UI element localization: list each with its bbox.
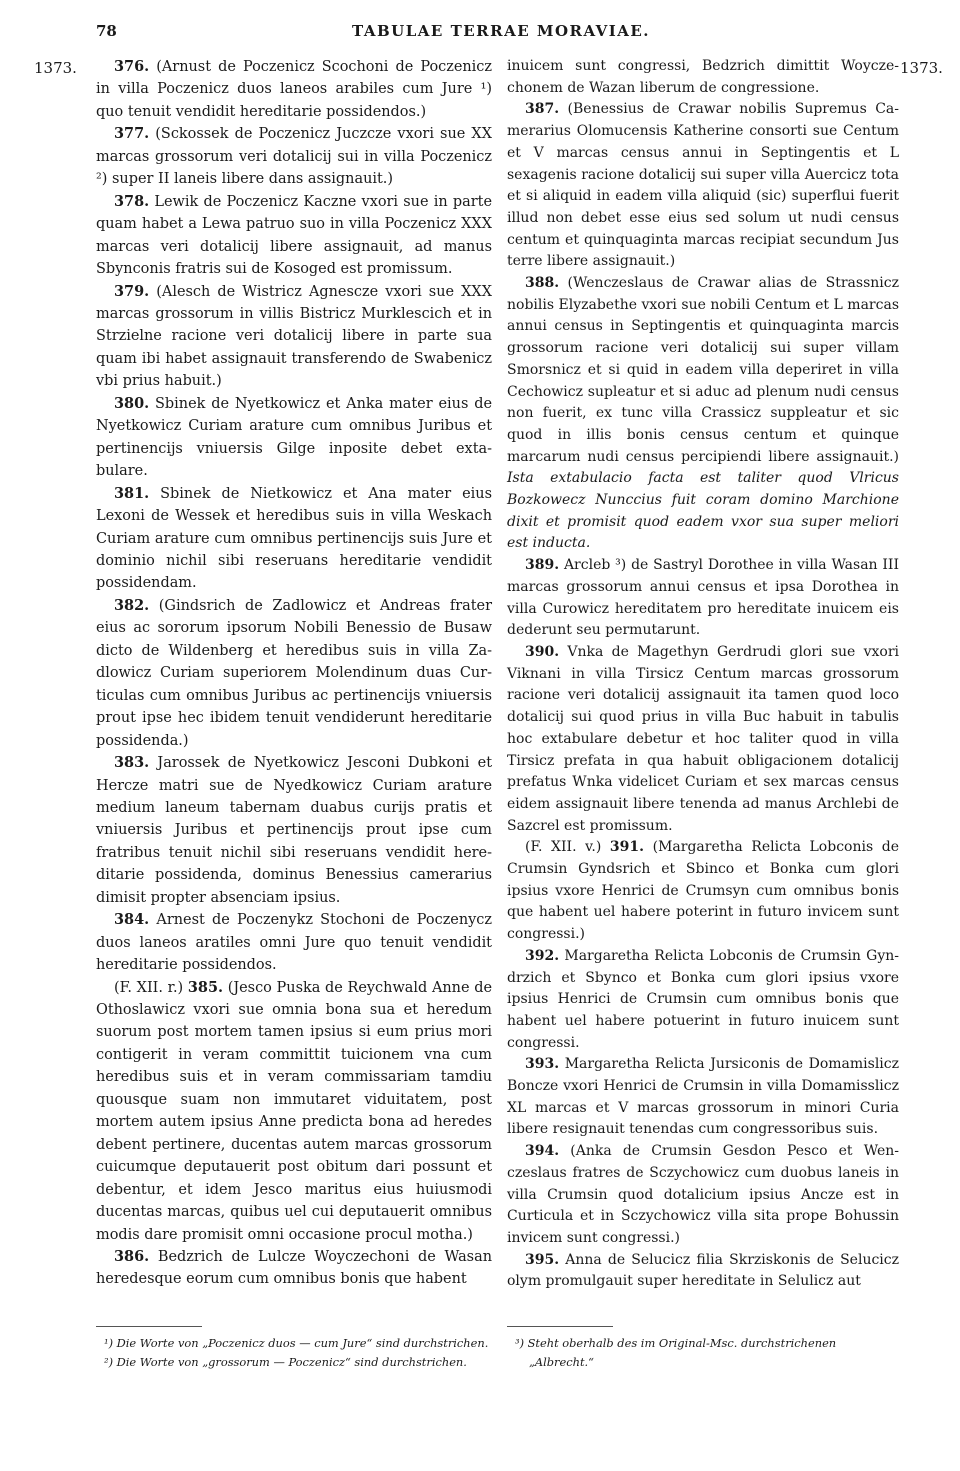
entry-text: (Alesch de Wistricz Agnescze vxori sue XXX marcas grossorum in villis Bistricz Murklescich et in Strzielne racione veri dotalicij libere in parte sua quam ibi habet assignauit transferendo de Swabenicz vbi prius habuit.) <box>96 283 492 390</box>
entry-paragraph <box>96 123 492 190</box>
entry-number: 394. <box>525 1143 560 1160</box>
entry-paragraph <box>507 1141 899 1250</box>
entry-number: 390. <box>525 643 560 660</box>
entry-number: 376. <box>114 58 150 75</box>
footnote: ¹) Die Worte von „Poczenicz duos — cum Jure“ sind durchstrichen. <box>104 1336 489 1350</box>
entry-text: Sbinek de Nietkowicz et Ana mater eius Lexoni de Wessek et heredibus suis in villa Weskach Curiam arature cum omnibus pertinencijs suis Jure et dominio nichil sibi reseruans hereditarie vendidit possidendam. <box>96 485 492 592</box>
entry-paragraph <box>507 946 899 1055</box>
entry-text: Anna de Selucicz filia Skrziskonis de Selucicz olym promulgauit super hereditate in Selulicz aut <box>507 1251 899 1290</box>
running-title: TABULAE TERRAE MORAVIAE. <box>351 22 651 40</box>
margin-year-left: 1373. <box>34 59 77 77</box>
entry-number: 393. <box>525 1056 560 1073</box>
entry-number: 382. <box>114 596 150 614</box>
entry-paragraph <box>96 909 492 976</box>
entry-paragraph <box>507 1054 899 1141</box>
footnotes-left <box>104 1334 496 1372</box>
entry-paragraph <box>96 1246 492 1291</box>
entry-number: 381. <box>114 484 150 502</box>
folio-marker: (F. XII. v.) <box>525 839 610 856</box>
footnote-rule-right <box>507 1326 613 1327</box>
entry-number: 389. <box>525 557 560 574</box>
entry-paragraph <box>96 56 492 123</box>
entry-paragraph <box>507 555 899 642</box>
footnote-rule-left <box>96 1326 202 1327</box>
page-number: 78 <box>96 22 117 40</box>
entry-paragraph <box>507 273 899 555</box>
entry-paragraph <box>96 281 492 393</box>
entry-paragraph <box>96 752 492 909</box>
entry-paragraph <box>96 595 492 752</box>
entry-number: 386. <box>114 1248 150 1266</box>
margin-year-right: 1373. <box>900 59 943 77</box>
entry-number: 384. <box>114 911 150 929</box>
entry-text: Sbinek de Nyetkowicz et Anka mater eius de Nyetkowicz Curiam arature cum omnibus Juribus et pertinencijs vniuersis Gilge inposite debet extabulare. <box>96 395 492 480</box>
footnote: ³) Steht oberhalb des im Original-Msc. durchstrichenen „Albrecht.“ <box>515 1336 837 1369</box>
folio-marker: (F. XII. r.) <box>114 979 188 996</box>
entry-paragraph <box>507 837 899 946</box>
entry-italic-note: Ista extabulacio facta est taliter quod Vlricus Bozkowecz Nunccius fuit coram domino Marchione dixit et promisit quod eadem vxor sua super meliori est inducta. <box>507 470 899 552</box>
entry-text: (Margaretha Relicta Lobconis de Crumsin Gyndsrich et Sbinco et Bonka cum glori ipsius vxore Henrici de Crumsyn cum omnibus bonis que habent uel habere poterint in futuro invicem sunt congressi.) <box>507 839 899 943</box>
entry-number: 387. <box>525 101 560 118</box>
entry-paragraph <box>96 483 492 595</box>
entry-paragraph <box>96 191 492 281</box>
entry-text: (Benessius de Crawar nobilis Supremus Camerarius Olomucensis Katherine consorti sue Centum et V marcas census annui in Septingentis et L sexagenis racione dotalicij sui super villa Auercicz tota et si aliquid in eadem villa aliquid (sic) superflui fuerit illud non debet esse eius sed solum ut nudi census centum et quinquaginta marcas recipiat secundum Jus terre libere assignauit.) <box>507 101 899 270</box>
entry-text: Margaretha Relicta Jursiconis de Domamislicz Boncze vxori Henrici de Crumsin in villa Domamisslicz XL marcas et V marcas grossorum in minori Curia libere resignauit tenendas cum congressoribus suis. <box>507 1056 899 1138</box>
footnote: ²) Die Worte von „grossorum — Poczenicz“ sind durchstrichen. <box>104 1355 467 1369</box>
entry-text: (Anka de Crumsin Gesdon Pesco et Wenczeslaus fratres de Sczychowicz cum duobus laneis in villa Crumsin quod dotalicium ipsius Ancze est in Curticula et in Sczychowicz villa sita prope Bohussin invicem sunt congressi.) <box>507 1143 899 1246</box>
footnotes-right <box>515 1334 903 1372</box>
entry-text: Lewik de Poczenicz Kaczne vxori sue in parte quam habet a Lewa patruo suo in villa Poczenicz XXX marcas veri dotalicij libere assignauit, ad manus Sbynconis fratris sui de Kosoged est promissum. <box>96 193 492 278</box>
entry-text: (Sckossek de Poczenicz Juczcze vxori sue XX marcas grossorum veri dotalicij sui in villa Poczenicz ²) super II laneis libere dans assignauit.) <box>96 126 492 188</box>
entry-paragraph <box>507 642 899 837</box>
entry-text: Arcleb ³) de Sastryl Dorothee in villa Wasan III marcas grossorum annui census et ipsa Dorothea in villa Curowicz hereditatem pro hereditate inuicem eis dederunt seu permutarunt. <box>507 557 899 639</box>
entry-number: 383. <box>114 754 150 772</box>
entry-number: 378. <box>114 192 150 210</box>
entry-number: 379. <box>114 282 150 300</box>
entry-text: Jarossek de Nyetkowicz Jesconi Dubkoni et Hercze matri sue de Nyedkowicz Curiam arature medium laneum tabernam duabus curijs pratis et vniuersis Juribus et pertinencijs prout ipse cum fratribus tenuit nichil sibi reseruans vendidit hereditarie possidenda, dominus Benessius camerarius dimisit propter absenciam ipsius. <box>96 755 492 906</box>
entry-number: 388. <box>525 275 560 292</box>
entry-number: 395. <box>525 1251 560 1268</box>
entry-text: Bedzrich de Lulcze Woyczechoni de Wasan heredesque eorum cum omnibus bonis que habent <box>96 1249 492 1288</box>
entry-paragraph <box>96 393 492 483</box>
entry-text: (Arnust de Poczenicz Scochoni de Poczenicz in villa Poczenicz duos laneos arabiles cum Jure ¹) quo tenuit vendidit hereditarie possidendos.) <box>96 59 492 120</box>
entry-paragraph <box>507 99 899 273</box>
entry-number: 380. <box>114 394 150 412</box>
entry-text: Margaretha Relicta Lobconis de Crumsin Gyndrzich et Sbynco et Bonka cum glori ipsius vxore ipsius Henrici de Crumsin cum omnibus bonis que habent uel habere potuerint in futuro inuicem sunt congressi. <box>507 947 899 1051</box>
entry-text: (Wenczeslaus de Crawar alias de Strassnicz nobilis Elyzabethe vxori sue nobili Centum et L marcas annui census in Septingentis et quinquaginta marcis grossorum racione veri dotalicij sui super villam Smorsnicz et si quid in eadem villa deperiret in villa Cechowicz supleatur et si aduc ad plenum nudi census non fuerit, ex tunc villa Crassicz suppleatur et sic quod in illis bonis census centum et quinque marcarum nudi census percipiendi libere assignauit.) <box>507 275 899 465</box>
entry-paragraph <box>507 1250 899 1293</box>
continuation-paragraph: inuicem sunt congressi, Bedzrich dimittit Woyczechonem de Wazan liberum de congressione. <box>507 58 899 96</box>
right-text-column <box>507 56 899 1293</box>
page-header <box>88 22 914 46</box>
entry-paragraph <box>96 977 492 1246</box>
entry-text: Vnka de Magethyn Gerdrudi glori sue vxori Viknani in villa Tirsicz Centum marcas grossorum racione veri dotalicij assignauit ita tamen quod loco dotalicij sui quod prius in villa Buc habuit in tabulis hoc extabulare debetur et hoc taliter quod in villa Tirsicz prefata in qua habuit obligacionem dotalicij prefatus Wnka videlicet Curiam et sex marcas census eidem assignauit libere tenenda ad manus Archlebi de Sazcrel est promissum. <box>507 643 899 834</box>
entry-text: (Gindsrich de Zadlowicz et Andreas frater eius ac sororum ipsorum Nobili Benessio de Busaw dicto de Wildenberg et heredibus suis in villa Zadlowicz Curiam superiorem Molendinum duas Curticulas cum omnibus Juribus ac pertinencijs vniuersis prout ipse hec ibidem tenuit vendiderunt hereditarie possidenda.) <box>96 597 492 749</box>
entry-number: 377. <box>114 125 150 143</box>
entry-text: Arnest de Poczenykz Stochoni de Poczenycz duos laneos aratiles omni Jure quo tenuit vendidit hereditarie possidendos. <box>96 912 492 974</box>
entry-number: 391. <box>609 839 644 856</box>
entry-number: 392. <box>525 947 560 964</box>
entry-number: 385. <box>187 978 224 996</box>
left-text-column <box>96 56 492 1291</box>
entry-text: (Jesco Puska de Reychwald Anne de Othoslawicz vxori sue omnia bona sua et heredum suorum post mortem tamen ipsius si eum prius mori contigerit in veram committit tuicionem vna cum heredibus suis et in veram commissariam tamdiu quousque suam non immutaret viduitatem, post mortem autem ipsius Anne predicta bona ad heredes debent pertinere, ducentas autem marcas grossorum cuicumque deputauerit post obitum dari possunt et debentur, et idem Jesco maritus eius huiusmodi ducentas marcas, quibus uel cui deputauerit omnibus modis dare promisit omni occasione procul motha.) <box>96 979 492 1243</box>
